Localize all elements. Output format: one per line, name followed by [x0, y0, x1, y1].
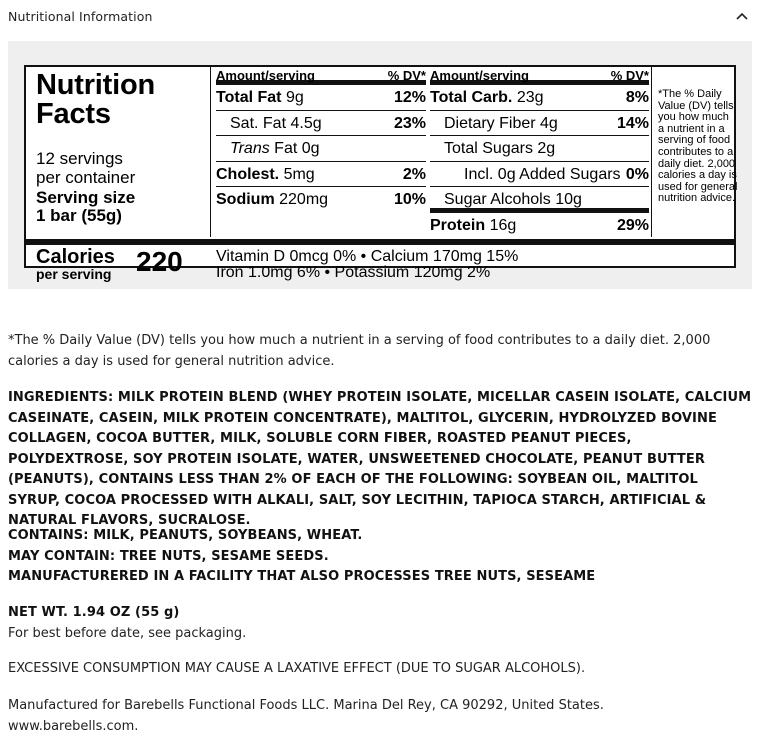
nutrient-amount: 5mg [283, 165, 315, 183]
nutrient-name: Protein [430, 216, 486, 234]
nutrient-dv: 12% [393, 89, 426, 106]
allergen-facility: MANUFACTURERED IN A FACILITY THAT ALSO PROCESSES TREE NUTS, SESEAME [8, 569, 596, 584]
net-weight-block [8, 603, 750, 644]
manufacturer-text: Manufactured for Barebells Functional Foods LLC. Marina Del Rey, CA 90292, United States. [8, 698, 604, 713]
vitamins-line-1: Vitamin D 0mcg 0% • Calcium 170mg 15% [216, 248, 519, 265]
nutrient-name: Cholest. [216, 165, 280, 183]
nutrient-name: Trans [230, 140, 270, 157]
nutrient-name: Sodium [216, 191, 275, 208]
table-header [430, 67, 649, 85]
allergen-may-contain: MAY CONTAIN: TREE NUTS, SESAME SEEDS. [8, 548, 329, 564]
nutrient-row-total-sugars [430, 136, 649, 162]
nutrient-name: Dietary Fiber [444, 114, 536, 132]
title-line-1: Nutrition [36, 69, 156, 101]
nutrient-amount: 0g [301, 140, 320, 157]
nutrient-name-rest: Fat [274, 140, 298, 157]
nutrient-amount: 2g [537, 140, 556, 157]
nutrient-row-sat-fat [216, 111, 426, 137]
right-nutrient-table [430, 67, 649, 238]
nutrient-dv: 14% [616, 114, 649, 132]
column-divider [651, 67, 652, 237]
calories-title: Calories [36, 246, 115, 268]
nutrient-dv: 2% [402, 165, 426, 183]
nutrient-row-added-sugars [430, 162, 649, 188]
nutrient-row-protein [430, 213, 649, 239]
calories-value: 220 [136, 246, 183, 277]
nutrient-name: Total Carb. [430, 89, 513, 106]
net-weight: NET WT. 1.94 OZ (55 g) [8, 605, 180, 620]
website-link[interactable]: www.barebells.com. [8, 718, 139, 734]
servings-line-1: 12 servings [36, 149, 123, 168]
nutrition-label-panel [8, 41, 752, 289]
manufacturer-block [8, 696, 750, 737]
nutrient-name: Incl. 0g Added Sugars [464, 165, 621, 183]
nutrient-amount: 10g [555, 191, 582, 208]
nutrient-amount: 9g [285, 89, 304, 106]
nutrient-amount: 23g [516, 89, 544, 106]
nutrient-row-cholesterol [216, 162, 426, 188]
nutrient-dv: 23% [393, 114, 426, 132]
serving-size-value: 1 bar (55g) [36, 206, 122, 225]
calories-divider [26, 239, 210, 245]
column-divider [210, 67, 211, 237]
left-nutrient-table [216, 67, 426, 213]
header-amount: Amount/serving [430, 68, 529, 83]
nutrient-row-dietary-fiber [430, 111, 649, 137]
nutrient-amount: 16g [489, 216, 517, 234]
nutrient-name: Total Sugars [444, 140, 533, 157]
allergens-block [8, 526, 750, 588]
dv-side-note: *The % Daily Value (DV) tells you how much a nutrient in a serving of food contributes to a daily diet. 2,000 calories a day is used for general nutrition advice. [658, 88, 738, 205]
nutrition-facts-label [24, 65, 738, 282]
nutrient-name: Sat. Fat [230, 114, 287, 132]
nutrient-amount: 4g [540, 114, 558, 132]
nutrient-row-total-fat [216, 85, 426, 111]
nutrient-row-sodium [216, 187, 426, 213]
calories-label [36, 247, 115, 281]
best-before-note: For best before date, see packaging. [8, 625, 247, 641]
nutritional-info-header[interactable] [0, 0, 759, 32]
nutrient-row-sugar-alcohols [430, 187, 649, 213]
title-line-2: Facts [36, 98, 111, 130]
header-amount: Amount/serving [216, 68, 315, 83]
dv-footnote: *The % Daily Value (DV) tells you how much a nutrient in a serving of food contributes to a daily diet. 2,000 calories a day is used for general nutrition advice. [8, 333, 711, 369]
nutrient-amount: 4.5g [290, 114, 322, 132]
serving-size [36, 189, 135, 225]
nutrient-dv: 8% [625, 89, 649, 106]
servings-per-container [36, 149, 135, 187]
header-dv: % DV* [610, 68, 649, 83]
nutrient-row-trans-fat [216, 136, 426, 162]
header-dv: % DV* [387, 68, 426, 83]
nutrient-row-total-carb [430, 85, 649, 111]
nutrition-facts-title [36, 71, 155, 129]
calories-subtitle: per serving [36, 266, 112, 282]
ingredients-text: INGREDIENTS: MILK PROTEIN BLEND (WHEY PROTEIN ISOLATE, MICELLAR CASEIN ISOLATE, CALCIUM CASEINATE, CASEIN, MILK PROTEIN CONCENTRATE), MALTITOL, GLYCERIN, HYDROLYZED BOVINE COLLAGEN, COCOA BUTTER, MILK, SOLUBLE CORN FIBER, ROASTED PEANUT PIECES, POLYDEXTROSE, SOY PROTEIN ISOLATE, WATER, UNSWEETENED CHOCOLATE, PEANUT BUTTER (PEANUTS), CONTAINS LESS THAN 2% OF EACH OF THE FOLLOWING: SOYBEAN OIL, MALTITOL SYRUP, COCOA PROCESSED WITH ALKALI, SALT, SOY LECITHIN, TAPIOCA STARCH, ARTIFICIAL & NATURAL FLAVORS, SUCRALOSE. [8, 390, 752, 528]
vitamins-minerals [210, 239, 736, 281]
nutrient-dv: 10% [393, 191, 426, 208]
chevron-up-icon[interactable] [735, 9, 749, 23]
section-title: Nutritional Information [8, 8, 153, 24]
servings-line-2: per container [36, 168, 136, 187]
serving-size-label: Serving size [36, 188, 136, 207]
nutrient-dv: 0% [625, 165, 649, 183]
laxative-warning: EXCESSIVE CONSUMPTION MAY CAUSE A LAXATIVE EFFECT (DUE TO SUGAR ALCOHOLS). [8, 661, 586, 676]
nutrient-name: Sugar Alcohols [444, 191, 551, 208]
nutrient-amount: 220mg [279, 191, 329, 208]
table-header [216, 67, 426, 85]
nutrient-dv: 29% [616, 216, 649, 234]
nutrient-name: Total Fat [216, 89, 282, 106]
allergen-contains: CONTAINS: MILK, PEANUTS, SOYBEANS, WHEAT. [8, 528, 363, 543]
vitamins-line-2: Iron 1.0mg 6% • Potassium 120mg 2% [216, 264, 491, 281]
